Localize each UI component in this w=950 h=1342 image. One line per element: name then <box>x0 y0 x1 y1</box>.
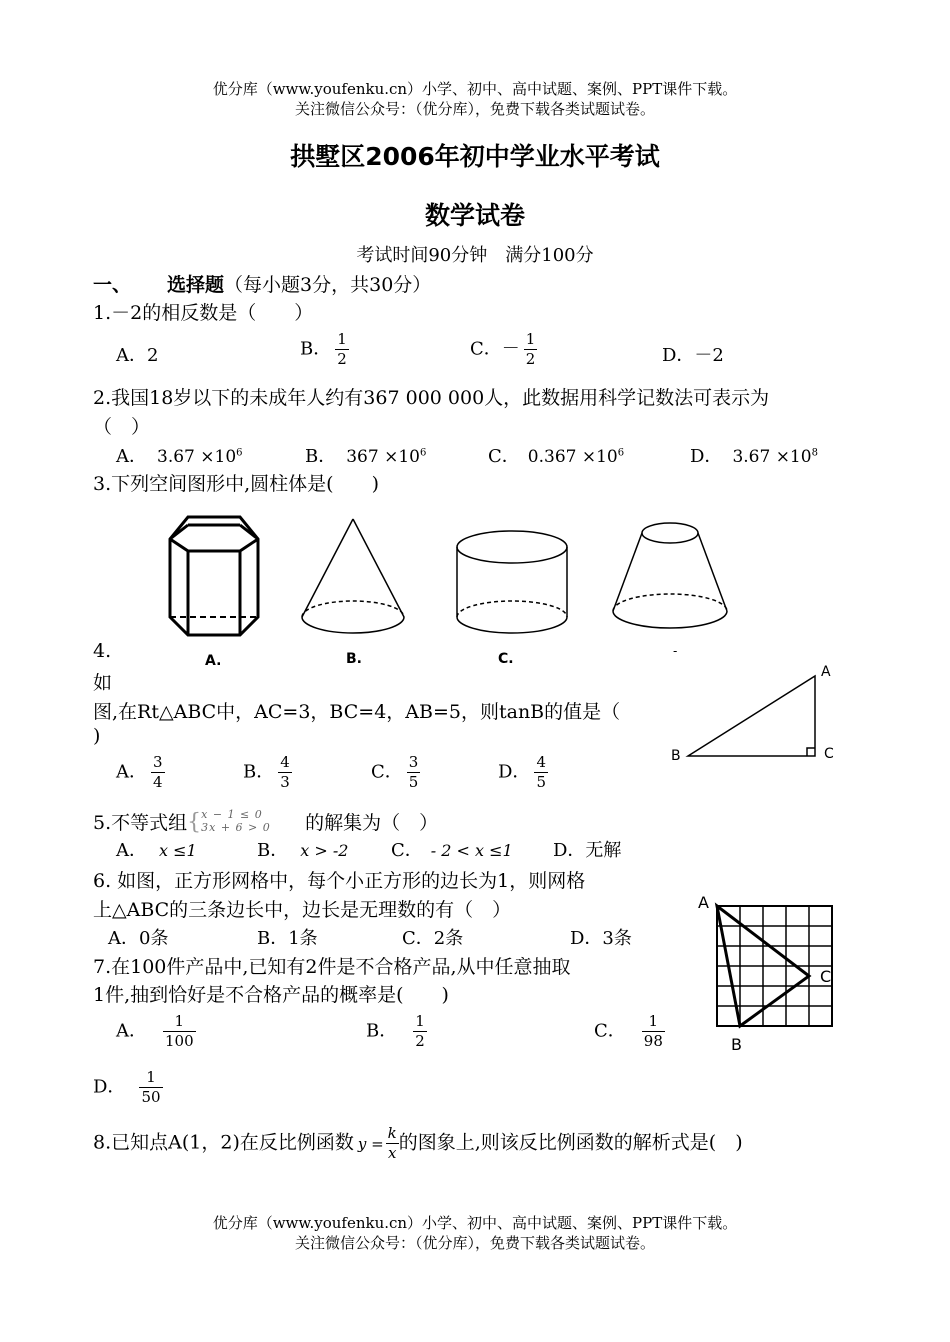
q7-option-d <box>93 1068 163 1107</box>
section-note: （每小题3分，共30分） <box>224 274 432 296</box>
cylinder-shape <box>457 531 567 633</box>
q2-option-a <box>116 442 243 468</box>
q2-option-d-base: 3.67 ×10 <box>732 447 812 467</box>
q6-grid-figure <box>693 888 843 1056</box>
exam-info: 考试时间90分钟 满分100分 <box>356 245 594 266</box>
q3-text: 3.下列空间图形中,圆柱体是( ) <box>93 473 379 495</box>
fraction-denominator: 2 <box>525 350 536 368</box>
q7-option-c-label: C． <box>594 1020 626 1042</box>
q7-option-a-label: A． <box>116 1020 147 1042</box>
q7-option-b-label: B． <box>366 1020 398 1042</box>
section-number: 一、 <box>93 274 132 296</box>
q5-option-b-label: B． <box>257 840 289 861</box>
q4-vertex-a: A <box>821 664 831 680</box>
q7-option-a <box>116 1012 196 1051</box>
fraction-numerator: 1 <box>163 1012 196 1032</box>
q7-text-1: 7.在100件产品中,已知有2件是不合格产品,从中任意抽取 <box>93 956 571 978</box>
q3-solids-figure <box>150 505 760 675</box>
q6-option-d: D．3条 <box>570 928 632 949</box>
q6-option-c: C．2条 <box>402 928 464 949</box>
q4-option-d-label: D． <box>498 761 531 783</box>
q6-option-a: A．0条 <box>108 928 169 949</box>
q6-vertex-b: B <box>731 1035 742 1054</box>
q1-option-b <box>300 330 349 369</box>
q4-option-a <box>116 753 165 792</box>
q2-option-b-label: B． <box>305 446 337 467</box>
exam-title: 拱墅区2006年初中学业水平考试 <box>290 142 660 171</box>
q1-text: 1.－2的相反数是（ ） <box>93 302 314 324</box>
q2-text-1: 2.我国18岁以下的未成年人约有367 000 000人，此数据用科学记数法可表示为 <box>93 387 770 409</box>
fraction-denominator: x <box>387 1144 397 1162</box>
q7-option-d-label: D． <box>93 1076 126 1098</box>
q3-label-d: - <box>673 644 678 658</box>
q4-text-2: 图,在Rt△ABC中，AC=3，BC=4，AB=5，则tanB的值是（ <box>93 701 621 723</box>
q6-text-2: 上△ABC的三条边长中，边长是无理数的有（ ） <box>93 899 512 921</box>
q1-option-b-label: B． <box>300 338 332 360</box>
q6-text-1: 6. 如图，正方形网格中，每个小正方形的边长为1，则网格 <box>93 870 586 892</box>
q5-option-d: D．无解 <box>553 840 622 861</box>
footer-line-2: 关注微信公众号：（优分库），免费下载各类试题试卷。 <box>294 1234 655 1252</box>
q4-text-1: 如 <box>93 672 113 694</box>
q4-option-c-label: C． <box>371 761 403 783</box>
q4-triangle-figure <box>668 658 843 770</box>
q4-vertex-b: B <box>671 748 681 764</box>
q8-text <box>93 1124 743 1163</box>
q5-option-a <box>116 836 197 862</box>
q4-text-3: ) <box>93 725 101 747</box>
q5-option-c-value: - 2 < x ≤1 <box>430 841 513 860</box>
q5-text <box>93 808 438 836</box>
header-line-2: 关注微信公众号：（优分库），免费下载各类试题试卷。 <box>294 100 655 118</box>
fraction-denominator: 4 <box>153 773 163 791</box>
q7-text-2: 1件,抽到恰好是不合格产品的概率是( ) <box>93 984 449 1006</box>
fraction-denominator: 3 <box>280 773 290 791</box>
q8-text-post: 的图象上,则该反比例函数的解析式是( ) <box>398 1131 743 1154</box>
q4-number: 4. <box>93 640 112 662</box>
q5-text-pre: 5.不等式组 <box>93 812 188 834</box>
fraction-numerator: 1 <box>525 330 536 348</box>
q7-option-b <box>366 1012 427 1051</box>
q1-option-d: D．－2 <box>662 345 724 366</box>
section-title: 选择题 <box>167 274 225 296</box>
fraction-denominator: 50 <box>141 1088 161 1106</box>
q4-option-b-label: B． <box>243 761 275 783</box>
footer-line-1: 优分库（www.youfenku.cn）小学、初中、高中试题、案例、PPT课件下载。 <box>212 1214 738 1232</box>
q6-vertex-c: C <box>820 967 832 986</box>
fraction-numerator: 4 <box>536 753 546 771</box>
q2-option-c-base: 0.367 ×10 <box>527 447 618 467</box>
q3-label-b: B. <box>346 651 362 667</box>
q2-option-d <box>690 442 818 468</box>
q5-option-c-label: C． <box>391 840 423 861</box>
q2-option-a-label: A． <box>116 446 147 467</box>
q1-option-c-label: C．－ <box>470 338 520 360</box>
q5-option-b <box>257 836 348 862</box>
q2-option-b-base: 367 ×10 <box>346 447 420 467</box>
q5-text-post: 的解集为（ ） <box>305 812 439 834</box>
fraction-numerator: 1 <box>642 1012 665 1032</box>
q1-option-c-fraction <box>524 330 538 369</box>
q4-option-a-label: A． <box>116 761 147 783</box>
cone-shape <box>302 519 404 633</box>
fraction-numerator: 4 <box>280 753 290 771</box>
q2-option-d-label: D． <box>690 446 723 467</box>
fraction-denominator: 98 <box>643 1032 663 1050</box>
q1-option-c <box>470 330 537 369</box>
q4-option-d <box>498 753 548 792</box>
fraction-numerator: 1 <box>415 1012 425 1030</box>
q5-option-c <box>391 836 513 862</box>
fraction-numerator: k <box>387 1124 397 1142</box>
fraction-denominator: 2 <box>415 1032 425 1050</box>
q2-option-d-exponent: 8 <box>811 447 818 459</box>
q8-text-pre: 8.已知点A(1，2)在反比例函数 <box>93 1131 354 1154</box>
q4-option-c <box>371 753 420 792</box>
q1-option-a: A．2 <box>116 345 159 366</box>
q2-option-a-exponent: 6 <box>236 447 243 459</box>
q3-label-c: C. <box>498 651 514 667</box>
fraction-numerator: 3 <box>153 753 163 771</box>
fraction-numerator: 1 <box>139 1068 162 1088</box>
q4-vertex-c: C <box>824 746 834 762</box>
hexagonal-prism-shape <box>170 517 258 635</box>
fraction-denominator: 5 <box>536 773 546 791</box>
exam-subtitle: 数学试卷 <box>424 201 525 230</box>
header-line-1: 优分库（www.youfenku.cn）小学、初中、高中试题、案例、PPT课件下载。 <box>212 80 738 98</box>
fraction-denominator: 2 <box>337 350 347 368</box>
q7-option-c <box>594 1012 665 1051</box>
q2-option-b <box>305 442 426 468</box>
q2-text-2: （ ） <box>93 416 151 438</box>
frustum-shape <box>613 523 727 628</box>
fraction-numerator: 3 <box>408 753 419 771</box>
q8-y-equals: y = <box>357 1134 384 1153</box>
q2-option-a-base: 3.67 ×10 <box>157 447 237 467</box>
q1-option-b-fraction <box>335 330 349 369</box>
q5-option-a-label: A． <box>116 840 147 861</box>
q2-option-c <box>488 442 624 468</box>
q5-inequality-1: x − 1 ≤ 0 <box>201 808 263 821</box>
section-heading <box>93 270 431 297</box>
fraction-numerator: 1 <box>337 330 347 348</box>
q2-option-b-exponent: 6 <box>419 447 427 459</box>
fraction-denominator: 100 <box>165 1032 194 1050</box>
q3-label-a: A. <box>205 653 222 669</box>
q6-option-b: B．1条 <box>257 928 318 949</box>
q5-inequality-system: { x − 1 ≤ 0 3x + 6 > 0 <box>187 808 271 835</box>
q2-option-c-exponent: 6 <box>617 447 625 459</box>
q5-inequality-2: 3x + 6 > 0 <box>201 821 271 834</box>
fraction-denominator: 5 <box>408 773 419 791</box>
q5-option-a-value: x ≤1 <box>159 841 197 860</box>
q4-option-b <box>243 753 292 792</box>
q2-option-c-label: C． <box>488 446 520 467</box>
q6-vertex-a: A <box>698 893 709 912</box>
q5-option-b-value: x > -2 <box>300 841 349 860</box>
